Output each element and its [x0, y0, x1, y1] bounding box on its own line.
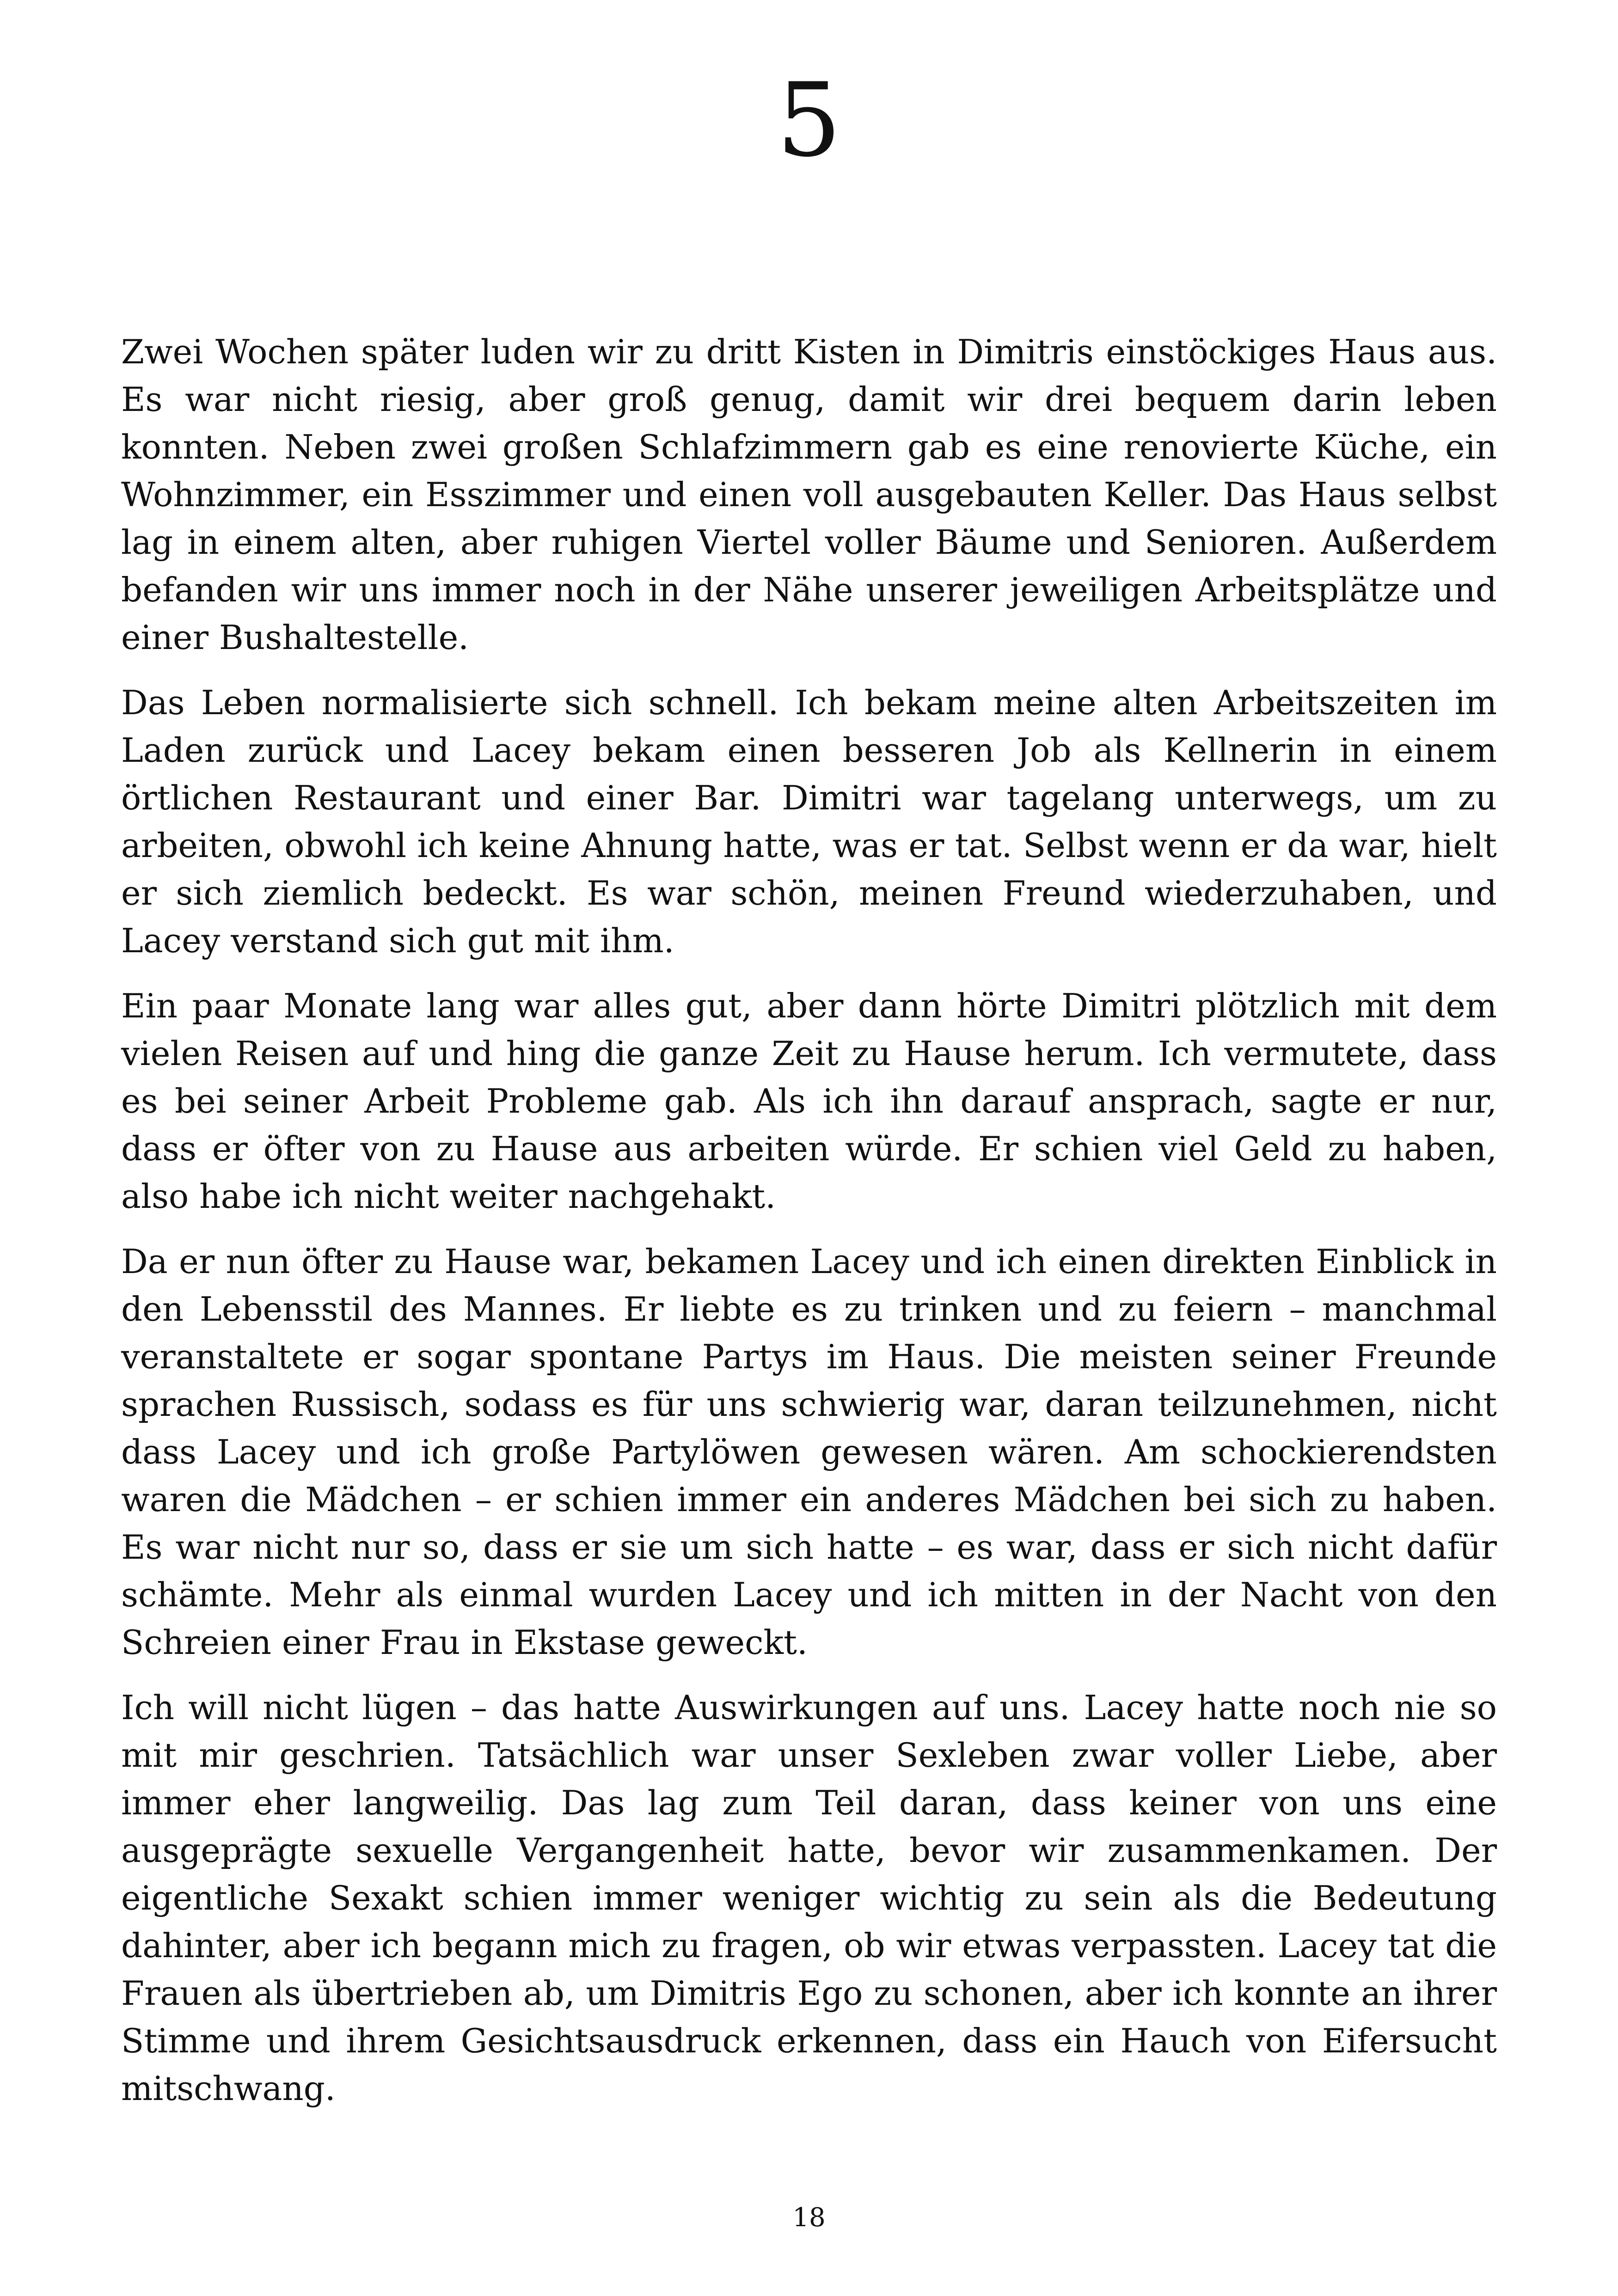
paragraph: Da er nun öfter zu Hause war, bekamen Lacey und ich einen direkten Einblick in den Lebensstil des Mannes. Er liebte es zu trinken und zu feiern – manchmal veranstaltete er sogar spontane Partys im Haus. Die meisten seiner Freunde sprachen Russisch, sodass es für uns schwierig war, daran teilzunehmen, nicht dass Lacey und ich große Partylöwen gewesen wären. Am schockierendsten waren die Mädchen – er schien immer ein anderes Mädchen bei sich zu haben. Es war nicht nur so, dass er sie um sich hatte – es war, dass er sich nicht dafür schämte. Mehr als einmal wurden Lacey und ich mitten in der Nacht von den Schreien einer Frau in Ekstase geweckt. [121, 1242, 1497, 1662]
paragraph: Ein paar Monate lang war alles gut, aber dann hörte Dimitri plötzlich mit dem vielen Reisen auf und hing die ganze Zeit zu Hause herum. Ich vermutete, dass es bei seiner Arbeit Probleme gab. Als ich ihn darauf ansprach, sagte er nur, dass er öfter von zu Hause aus arbeiten würde. Er schien viel Geld zu haben, also habe ich nicht weiter nachgehakt. [121, 986, 1497, 1216]
chapter-number: 5 [777, 61, 841, 179]
paragraph: Das Leben normalisierte sich schnell. Ich bekam meine alten Arbeitszeiten im Laden zurück und Lacey bekam einen besseren Job als Kellnerin in einem örtlichen Restaurant und einer Bar. Dimitri war tagelang unterwegs, um zu arbeiten, obwohl ich keine Ahnung hatte, was er tat. Selbst wenn er da war, hielt er sich ziemlich bedeckt. Es war schön, meinen Freund wiederzuhaben, und Lacey verstand sich gut mit ihm. [121, 683, 1497, 960]
chapter-body [121, 328, 1497, 2130]
paragraph: Ich will nicht lügen – das hatte Auswirkungen auf uns. Lacey hatte noch nie so mit mir geschrien. Tatsächlich war unser Sexleben zwar voller Liebe, aber immer eher langweilig. Das lag zum Teil daran, dass keiner von uns eine ausgeprägte sexuelle Vergangenheit hatte, bevor wir zusammenkamen. Der eigentliche Sexakt schien immer weniger wichtig zu sein als die Bedeutung dahinter, aber ich begann mich zu fragen, ob wir etwas verpassten. Lacey tat die Frauen als übertrieben ab, um Dimitris Ego zu schonen, aber ich konnte an ihrer Stimme und ihrem Gesichtsausdruck erkennen, dass ein Hauch von Eifersucht mitschwang. [121, 1688, 1497, 2108]
page-number: 18 [792, 2203, 826, 2233]
paragraph: Zwei Wochen später luden wir zu dritt Kisten in Dimitris einstöckiges Haus aus. Es war nicht riesig, aber groß genug, damit wir drei bequem darin leben konnten. Neben zwei großen Schlafzimmern gab es eine renovierte Küche, ein Wohnzimmer, ein Esszimmer und einen voll ausgebauten Keller. Das Haus selbst lag in einem alten, aber ruhigen Viertel voller Bäume und Senioren. Außerdem befanden wir uns immer noch in der Nähe unserer jeweiligen Arbeitsplätze und einer Bushaltestelle. [121, 332, 1497, 657]
